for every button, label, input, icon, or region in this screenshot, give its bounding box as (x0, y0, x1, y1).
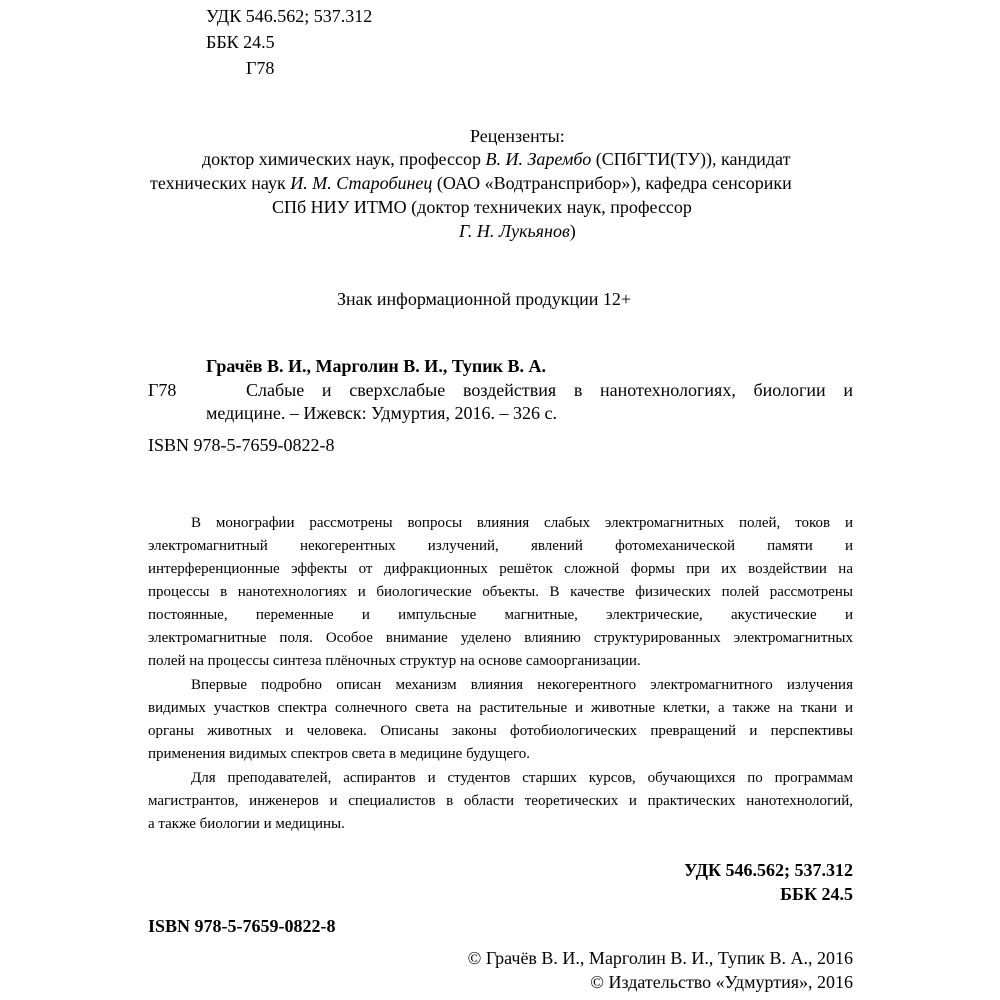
abstract-p1-line-6: электромагнитные поля. Особое внимание уделено влиянию структурированных электромагнитных (148, 630, 853, 646)
abstract-p1-line-1: В монографии рассмотрены вопросы влияния слабых электромагнитных полей, токов и (191, 515, 853, 531)
reviewers-line-4 (459, 218, 576, 244)
reviewers-line-4-text-b: ) (569, 221, 576, 241)
isbn-footer: ISBN 978-5-7659-0822-8 (148, 916, 336, 936)
reviewers-line-1-text-a: доктор химических наук, профессор (202, 149, 486, 169)
abstract-p3-line-3: а также биологии и медицины. (148, 816, 345, 832)
info-product-sign: Знак информационной продукции 12+ (337, 289, 632, 309)
copyright-authors: © Грачёв В. И., Марголин В. И., Тупик В. А., 2016 (467, 948, 853, 968)
bbk-footer: ББК 24.5 (780, 884, 853, 904)
reviewers-title: Рецензенты: (470, 126, 565, 146)
udk-footer: УДК 546.562; 537.312 (684, 860, 853, 880)
reviewers-line-3: СПб НИУ ИТМО (доктор техничеких наук, профессор (272, 197, 692, 217)
abstract-p2-line-1: Впервые подробно описан механизм влияния некогерентного электромагнитного излучения (191, 677, 853, 693)
abstract-p2-line-2: видимых участков спектра солнечного света на растительные и животные клетки, а также на ткани и (148, 700, 853, 716)
reviewers-line-2 (150, 170, 792, 196)
catalog-code: Г78 (148, 380, 177, 400)
copyright-publisher: © Издательство «Удмуртия», 2016 (590, 972, 853, 992)
abstract-p3-line-2: магистрантов, инженеров и специалистов в области теоретических и практических нанотехнологий, (148, 793, 853, 809)
reviewer-name-lukyanov: Г. Н. Лукьянов (459, 221, 570, 241)
abstract-p1-line-5: постоянные, переменные и импульсные магнитные, электрические, акустические и (148, 607, 853, 623)
catalog-isbn: ISBN 978-5-7659-0822-8 (148, 435, 335, 455)
catalog-authors: Грачёв В. И., Марголин В. И., Тупик В. А. (206, 356, 547, 376)
reviewers-line-2-text-b: (ОАО «Водтрансприбор»), кафедра сенсорики (432, 173, 792, 193)
abstract-p1-line-7: полей на процессы синтеза плёночных структур на основе самоорганизации. (148, 653, 641, 669)
abstract-p1-line-4: процессы в нанотехнологиях и биологические объекты. В качестве физических полей рассмотрены (148, 584, 853, 600)
abstract-p3-line-1: Для преподавателей, аспирантов и студентов старших курсов, обучающихся по программам (191, 770, 853, 786)
abstract-p2-line-4: применения видимых спектров света в медицине будущего. (148, 746, 531, 762)
udk-header: УДК 546.562; 537.312 (206, 6, 373, 26)
catalog-title-line-2: медицине. – Ижевск: Удмуртия, 2016. – 326 с. (206, 403, 557, 423)
reviewers-line-1 (202, 146, 790, 172)
reviewer-name-starobinets: И. М. Старобинец (290, 173, 433, 193)
abstract-p1-line-2: электромагнитный некогерентных излучений, явлений фотомеханической памяти и (148, 538, 853, 554)
reviewers-line-1-text-b: (СПбГТИ(ТУ)), кандидат (591, 149, 791, 169)
reviewer-name-zarembo: В. И. Зарембо (485, 149, 592, 169)
abstract-p1-line-3: интерференционные эффекты от дифракционных решёток сложной формы при их воздействии на (148, 561, 853, 577)
reviewers-line-2-text-a: технических наук (150, 173, 291, 193)
author-sign-header: Г78 (246, 58, 275, 78)
abstract-p2-line-3: органы животных и человека. Описаны законы фотобиологических превращений и перспективы (148, 723, 853, 739)
catalog-title-line-1: Слабые и сверхслабые воздействия в нанотехнологиях, биологии и (246, 380, 853, 400)
bbk-header: ББК 24.5 (206, 32, 275, 52)
